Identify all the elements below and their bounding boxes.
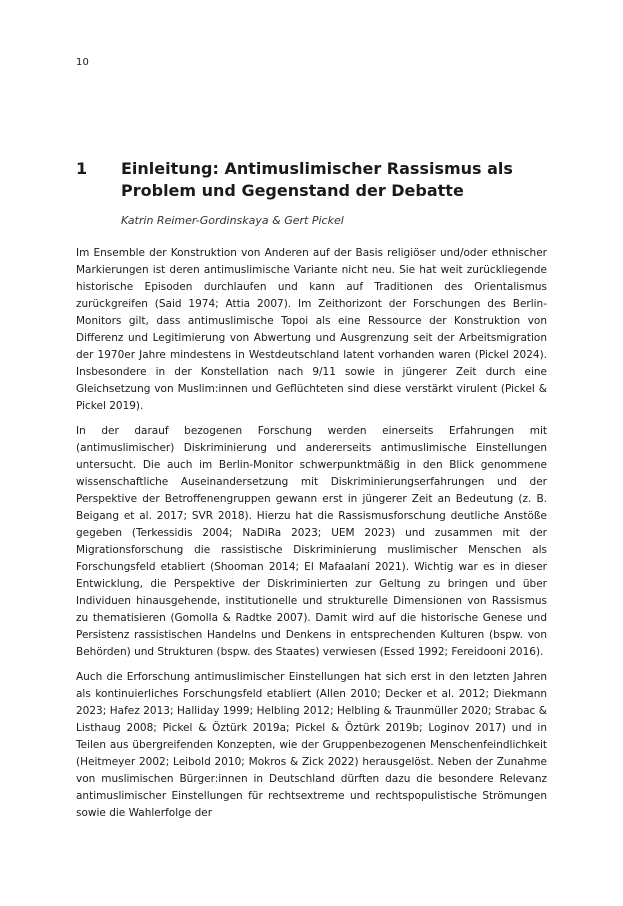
page-number: 10 bbox=[76, 57, 90, 68]
chapter-title: Einleitung: Antimuslimischer Rassismus als Problem und Gegenstand der Debatte bbox=[121, 159, 513, 200]
body-text bbox=[76, 245, 547, 830]
chapter-authors: Katrin Reimer-Gordinskaya & Gert Pickel bbox=[121, 214, 344, 227]
paragraph: Im Ensemble der Konstruktion von Anderen auf der Basis religiöser und/oder ethnischer Markierungen ist deren antimuslimische Variante nicht neu. Sie hat weit zurückliegende historische Episoden durchlaufen und kann auf Traditionen des Orientalismus zurückgreifen (Said 1974; Attia 2007). Im Zeithorizont der Forschungen des Berlin-Monitors gilt, dass antimuslimische Topoi als eine Ressource der Konstruktion von Differenz und Legitimierung von Abwertung und Ausgrenzung seit der Arbeitsmigration der 1970er Jahre mindestens in Westdeutschland latent vorhanden waren (Pickel 2024). Insbesondere in der Konstellation nach 9/11 sowie in jüngerer Zeit durch eine Gleichsetzung von Muslim:innen und Geflüchteten sind diese verstärkt virulent (Pickel & Pickel 2019). bbox=[76, 247, 547, 412]
paragraph: Auch die Erforschung antimuslimischer Einstellungen hat sich erst in den letzten Jahren als kontinuierliches Forschungsfeld etabliert (Allen 2010; Decker et al. 2012; Diekmann 2023; Hafez 2013; Halliday 1999; Helbling 2012; Helbling & Traunmüller 2020; Strabac & Listhaug 2008; Pickel & Öztürk 2019a; Pickel & Öztürk 2019b; Loginov 2017) und in Teilen aus übergreifenden Konzepten, wie der Gruppenbezogenen Menschenfeindlichkeit (Heitmeyer 2002; Leibold 2010; Mokros & Zick 2022) herausgelöst. Neben der Zunahme von muslimischen Bürger:innen in Deutschland dürften dazu die besondere Relevanz antimuslimischer Einstellungen für rechtsextreme und rechtspopulistische Strömungen sowie die Wahlerfolge der bbox=[76, 671, 547, 819]
chapter-number: 1 bbox=[76, 159, 88, 178]
paragraph: In der darauf bezogenen Forschung werden einerseits Erfahrungen mit (antimuslimischer) Diskriminierung und andererseits antimuslimische Einstellungen untersucht. Die auch im Berlin-Monitor schwerpunktmäßig in den Blick genommene wissenschaftliche Auseinandersetzung mit Diskriminierungserfahrungen und der Perspektive der Betroffenengruppen gewann erst in jüngerer Zeit an Bedeutung (z. B. Beigang et al. 2017; SVR 2018). Hierzu hat die Rassismusforschung deutliche Anstöße gegeben (Terkessidis 2004; NaDiRa 2023; UEM 2023) und zusammen mit der Migrationsforschung die rassistische Diskriminierung muslimischer Menschen als Forschungsfeld etabliert (Shooman 2014; El Mafaalani 2021). Wichtig war es in dieser Entwicklung, die Perspektive der Diskriminierten zur Geltung zu bringen und über Individuen hinausgehende, institutionelle und strukturelle Dimensionen von Rassismus zu thematisieren (Gomolla & Radtke 2007). Damit wird auf die historische Genese und Persistenz rassistischen Handelns und Denkens in entsprechenden Kulturen (bspw. von Behörden) und Strukturen (bspw. des Staates) verwiesen (Essed 1992; Fereidooni 2016). bbox=[76, 425, 547, 658]
